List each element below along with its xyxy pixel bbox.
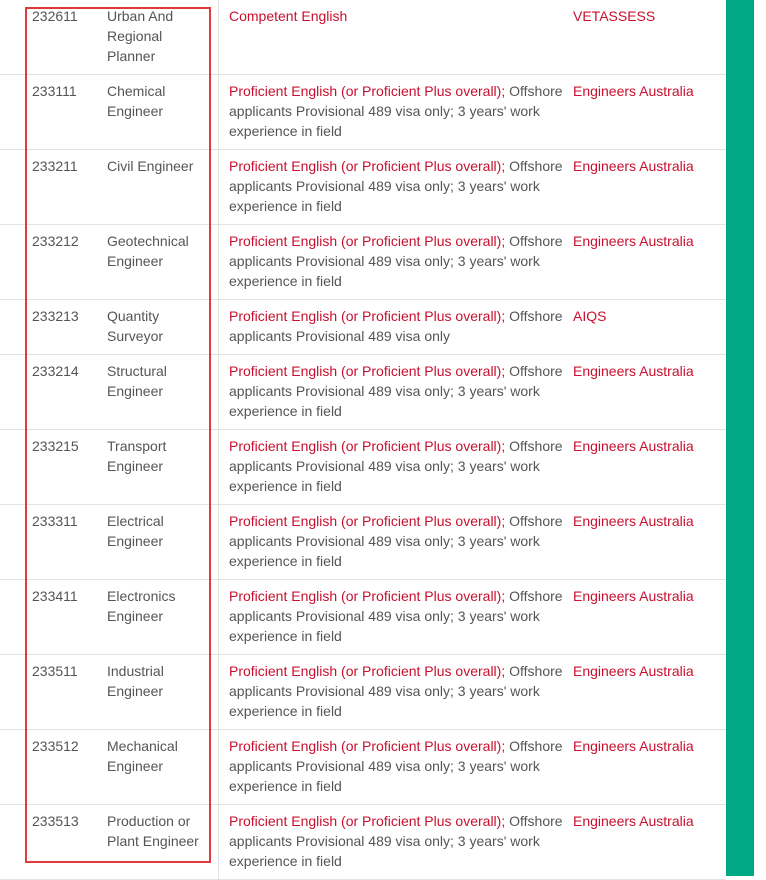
occupation-name: Quantity Surveyor (107, 300, 219, 355)
english-requirement-cell (219, 75, 570, 150)
occupation-code: 233211 (0, 150, 107, 225)
assessing-authority-link[interactable]: Engineers Australia (573, 663, 694, 679)
assessing-authority-cell (569, 300, 726, 355)
requirement-note: Offshore applicants Provisional 489 visa only (229, 308, 563, 344)
english-requirement-link[interactable]: Proficient English (or Proficient Plus overall); (229, 813, 506, 829)
assessing-authority-link[interactable]: Engineers Australia (573, 513, 694, 529)
occupation-code: 233511 (0, 655, 107, 730)
table-row (0, 0, 726, 75)
english-requirement-cell (219, 655, 570, 730)
english-requirement-link[interactable]: Proficient English (or Proficient Plus overall); (229, 738, 506, 754)
english-requirement-cell (219, 730, 570, 805)
requirement-note: Offshore applicants Provisional 489 visa only; 3 years' work experience in field (229, 588, 563, 644)
assessing-authority-cell (569, 505, 726, 580)
english-requirement-link[interactable]: Proficient English (or Proficient Plus overall); (229, 438, 506, 454)
occupation-code: 233512 (0, 730, 107, 805)
assessing-authority-cell (569, 225, 726, 300)
english-requirement-link[interactable]: Competent English (229, 8, 348, 24)
table-row (0, 505, 726, 580)
english-requirement-link[interactable]: Proficient English (or Proficient Plus overall); (229, 83, 506, 99)
assessing-authority-cell (569, 0, 726, 75)
table-row (0, 655, 726, 730)
table-row (0, 805, 726, 880)
assessing-authority-link[interactable]: Engineers Australia (573, 363, 694, 379)
english-requirement-link[interactable]: Proficient English (or Proficient Plus overall); (229, 363, 506, 379)
requirement-note: Offshore applicants Provisional 489 visa only; 3 years' work experience in field (229, 738, 563, 794)
occupation-name: Electronics Engineer (107, 580, 219, 655)
occupation-code: 233215 (0, 430, 107, 505)
requirement-note: Offshore applicants Provisional 489 visa only; 3 years' work experience in field (229, 438, 563, 494)
english-requirement-cell (219, 580, 570, 655)
occupation-code: 232611 (0, 0, 107, 75)
english-requirement-cell (219, 150, 570, 225)
side-accent-bar (726, 0, 754, 876)
assessing-authority-link[interactable]: Engineers Australia (573, 588, 694, 604)
requirement-note: Offshore applicants Provisional 489 visa only; 3 years' work experience in field (229, 83, 563, 139)
table-row (0, 75, 726, 150)
occupation-name: Structural Engineer (107, 355, 219, 430)
assessing-authority-link[interactable]: Engineers Australia (573, 438, 694, 454)
table-row (0, 580, 726, 655)
english-requirement-cell (219, 430, 570, 505)
assessing-authority-cell (569, 655, 726, 730)
occupation-name: Mechanical Engineer (107, 730, 219, 805)
requirement-note: Offshore applicants Provisional 489 visa only; 3 years' work experience in field (229, 158, 563, 214)
occupation-code: 233311 (0, 505, 107, 580)
requirement-note: Offshore applicants Provisional 489 visa only; 3 years' work experience in field (229, 663, 563, 719)
table-row (0, 430, 726, 505)
english-requirement-link[interactable]: Proficient English (or Proficient Plus overall); (229, 308, 506, 324)
assessing-authority-cell (569, 805, 726, 880)
occupation-code: 233212 (0, 225, 107, 300)
english-requirement-cell (219, 300, 570, 355)
requirement-note: Offshore applicants Provisional 489 visa only; 3 years' work experience in field (229, 813, 563, 869)
assessing-authority-cell (569, 355, 726, 430)
assessing-authority-link[interactable]: Engineers Australia (573, 158, 694, 174)
occupation-code: 233111 (0, 75, 107, 150)
occupation-code: 233214 (0, 355, 107, 430)
occupation-code: 233411 (0, 580, 107, 655)
table-row (0, 150, 726, 225)
occupation-name: Transport Engineer (107, 430, 219, 505)
occupation-name: Industrial Engineer (107, 655, 219, 730)
english-requirement-link[interactable]: Proficient English (or Proficient Plus overall); (229, 663, 506, 679)
requirement-note: Offshore applicants Provisional 489 visa only; 3 years' work experience in field (229, 363, 563, 419)
assessing-authority-link[interactable]: Engineers Australia (573, 738, 694, 754)
assessing-authority-cell (569, 430, 726, 505)
assessing-authority-cell (569, 75, 726, 150)
english-requirement-link[interactable]: Proficient English (or Proficient Plus overall); (229, 513, 506, 529)
english-requirement-cell (219, 505, 570, 580)
assessing-authority-link[interactable]: Engineers Australia (573, 233, 694, 249)
assessing-authority-link[interactable]: AIQS (573, 308, 607, 324)
occupation-name: Production or Plant Engineer (107, 805, 219, 880)
english-requirement-cell (219, 0, 570, 75)
table-row (0, 225, 726, 300)
english-requirement-cell (219, 805, 570, 880)
english-requirement-link[interactable]: Proficient English (or Proficient Plus overall); (229, 233, 506, 249)
occupation-code: 233513 (0, 805, 107, 880)
occupation-name: Urban And Regional Planner (107, 0, 219, 75)
english-requirement-link[interactable]: Proficient English (or Proficient Plus overall); (229, 588, 506, 604)
occupation-code: 233213 (0, 300, 107, 355)
occupation-name: Geotechnical Engineer (107, 225, 219, 300)
table-row (0, 300, 726, 355)
assessing-authority-link[interactable]: VETASSESS (573, 8, 656, 24)
occupation-name: Chemical Engineer (107, 75, 219, 150)
occupation-name: Civil Engineer (107, 150, 219, 225)
requirement-note: Offshore applicants Provisional 489 visa only; 3 years' work experience in field (229, 233, 563, 289)
english-requirement-link[interactable]: Proficient English (or Proficient Plus overall); (229, 158, 506, 174)
occupation-name: Electrical Engineer (107, 505, 219, 580)
english-requirement-cell (219, 225, 570, 300)
assessing-authority-link[interactable]: Engineers Australia (573, 813, 694, 829)
english-requirement-cell (219, 355, 570, 430)
table-row (0, 355, 726, 430)
assessing-authority-link[interactable]: Engineers Australia (573, 83, 694, 99)
assessing-authority-cell (569, 580, 726, 655)
assessing-authority-cell (569, 150, 726, 225)
table-row (0, 730, 726, 805)
requirement-note: Offshore applicants Provisional 489 visa only; 3 years' work experience in field (229, 513, 563, 569)
assessing-authority-cell (569, 730, 726, 805)
